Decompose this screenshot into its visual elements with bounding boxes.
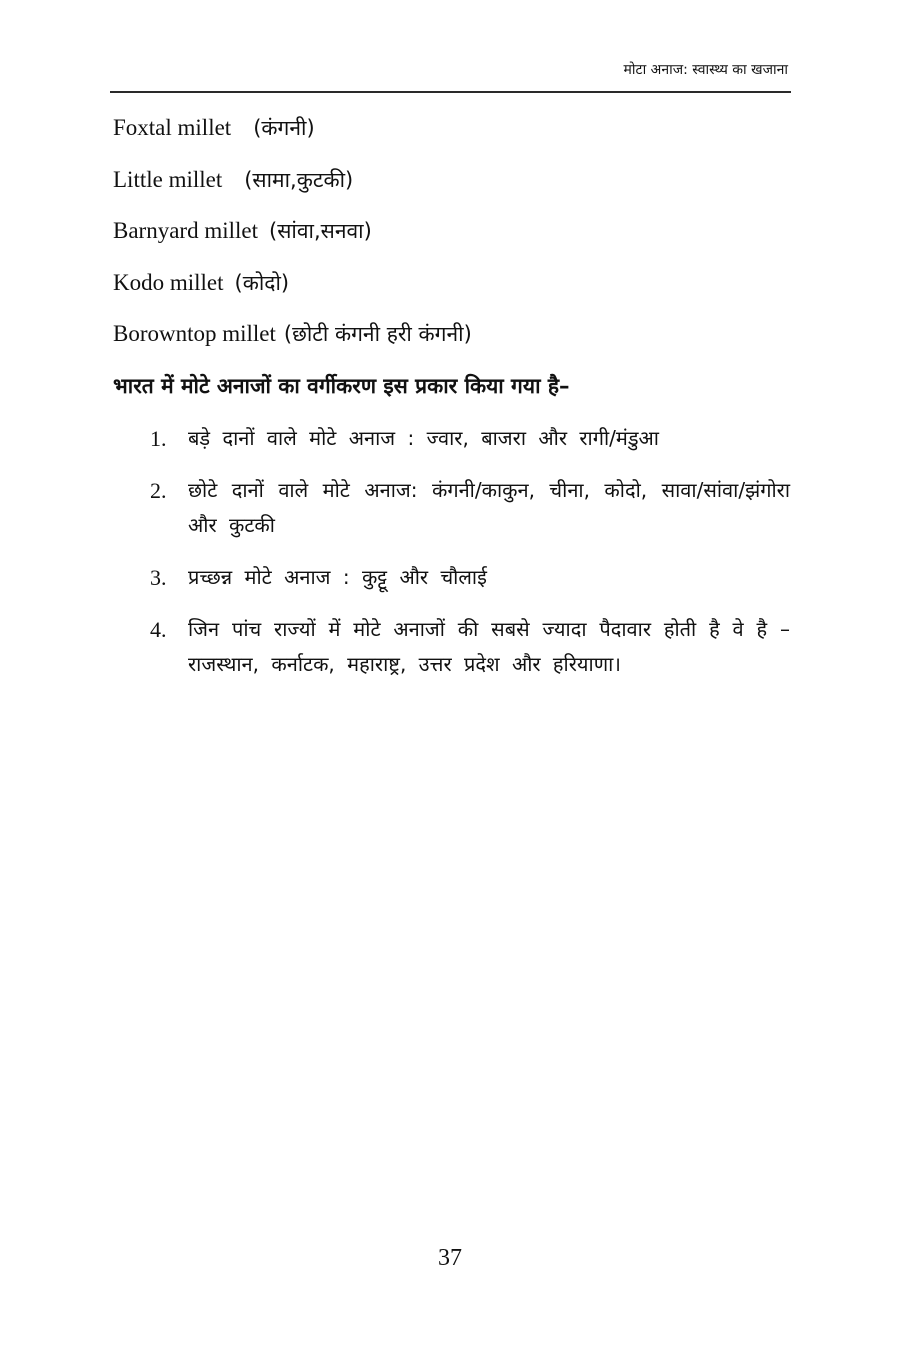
classification-item xyxy=(150,473,790,543)
millet-entry-browntop xyxy=(113,319,472,349)
running-header: मोटा अनाज: स्वास्थ्य का खजाना xyxy=(623,62,788,78)
item-text: जिन पांच राज्यों में मोटे अनाजों की सबसे ज्यादा पैदावार होती है वे है – राजस्थान, कर्नाटक, महाराष्ट्र, उत्तर प्रदेश और हरियाणा। xyxy=(188,617,790,676)
millet-entry-foxtail xyxy=(113,113,315,143)
millet-english-name: Kodo millet xyxy=(113,270,224,295)
classification-item xyxy=(150,612,790,682)
millet-hindi-name: (सामा,कुटकी) xyxy=(244,168,354,192)
item-number: 4. xyxy=(150,617,167,642)
millet-hindi-name: (छोटी कंगनी हरी कंगनी) xyxy=(283,322,472,346)
classification-item xyxy=(150,421,790,456)
header-divider xyxy=(110,91,791,93)
millet-entry-kodo xyxy=(113,268,289,298)
item-number: 2. xyxy=(150,478,167,503)
item-text: बड़े दानों वाले मोटे अनाज : ज्वार, बाजरा और रागी/मंडुआ xyxy=(188,426,659,450)
item-text: छोटे दानों वाले मोटे अनाज: कंगनी/काकुन, चीना, कोदो, सावा/सांवा/झंगोरा और कुटकी xyxy=(188,478,790,537)
millet-hindi-name: (सांवा,सनवा) xyxy=(269,219,372,243)
page-number: 37 xyxy=(438,1245,462,1271)
millet-entry-barnyard xyxy=(113,216,372,246)
classification-item xyxy=(150,560,790,595)
millet-english-name: Barnyard millet xyxy=(113,218,258,243)
millet-entry-little xyxy=(113,165,353,195)
item-number: 1. xyxy=(150,426,167,451)
item-number: 3. xyxy=(150,565,167,590)
millet-english-name: Little millet xyxy=(113,167,223,192)
millet-hindi-name: (कंगनी) xyxy=(253,116,315,140)
millet-hindi-name: (कोदो) xyxy=(234,271,290,295)
millet-english-name: Borowntop millet xyxy=(113,321,276,346)
item-text: प्रच्छन्न मोटे अनाज : कुट्टू और चौलाई xyxy=(188,565,487,589)
section-heading: भारत में मोटे अनाजों का वर्गीकरण इस प्रकार किया गया है– xyxy=(113,374,570,398)
millet-english-name: Foxtal millet xyxy=(113,115,232,140)
